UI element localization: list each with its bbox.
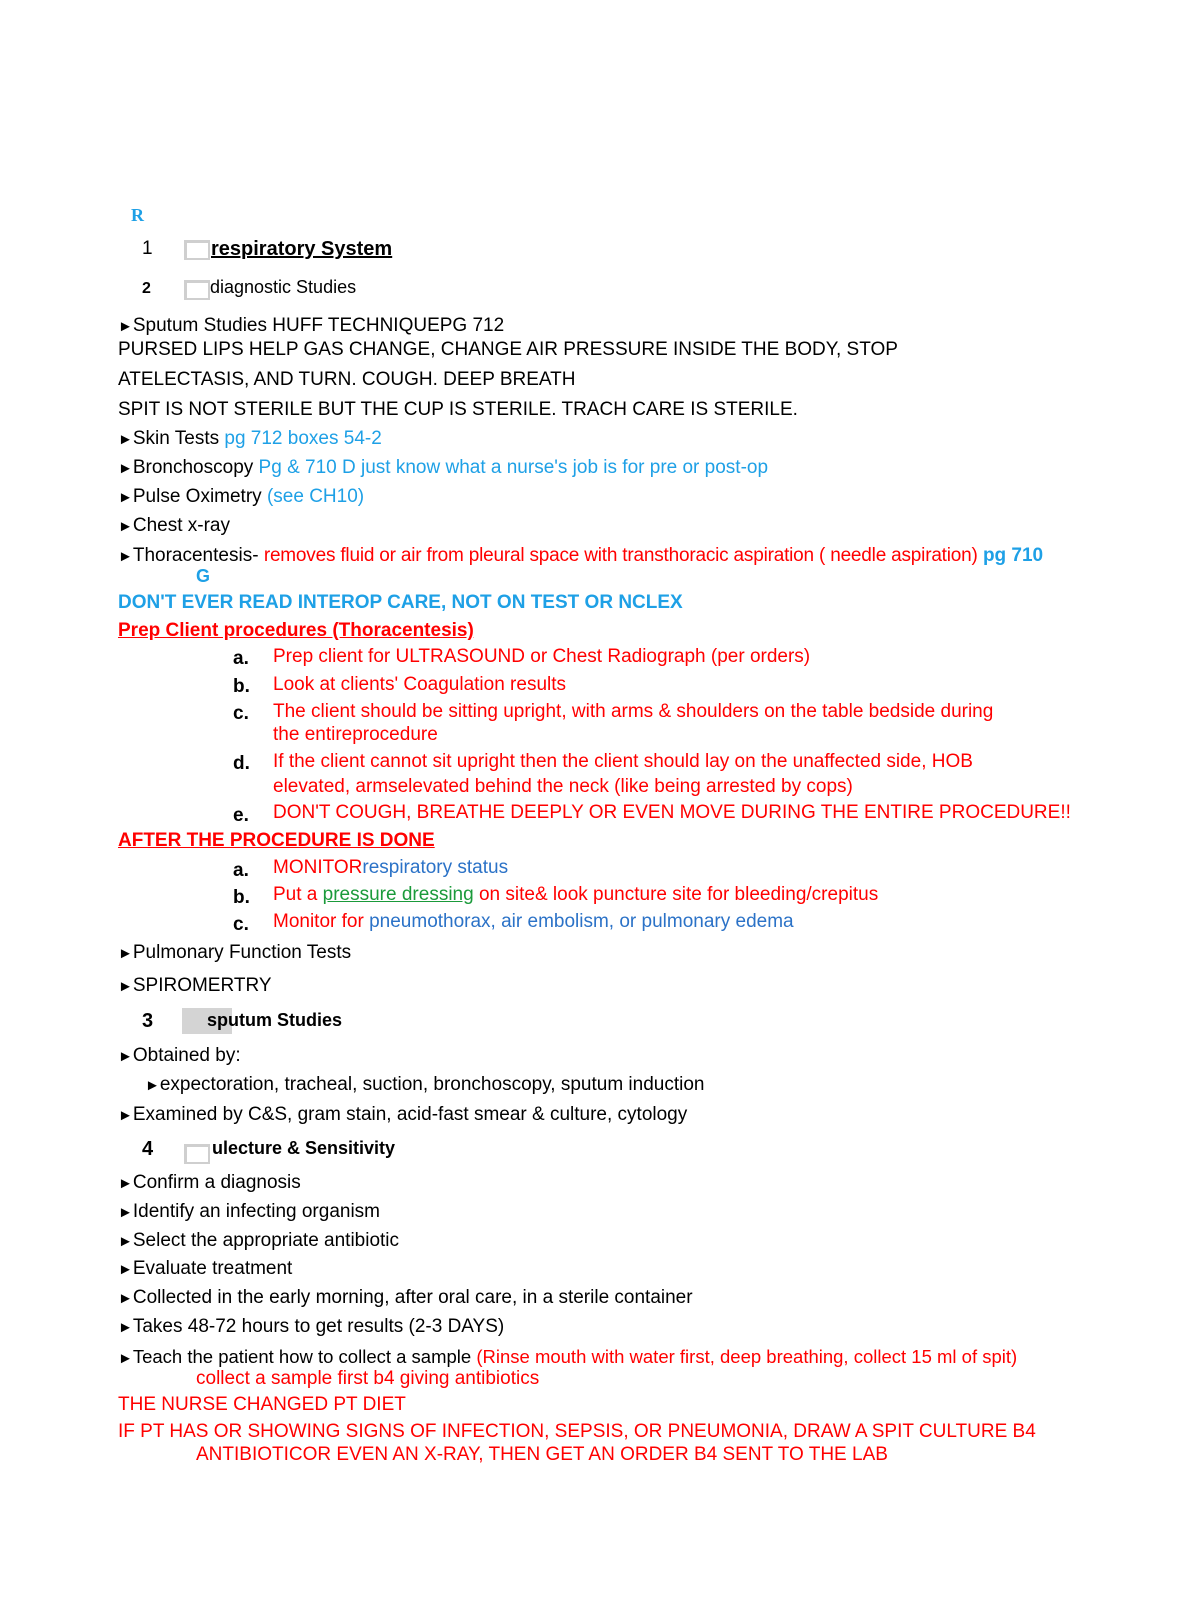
after-item-b-letter: b. — [233, 887, 250, 908]
teach-patient-red: (Rinse mouth with water first, deep breathing, collect 15 ml of spit) — [476, 1346, 1018, 1367]
bullet-icon: ► — [118, 548, 133, 565]
prep-item-b-letter: b. — [233, 676, 250, 697]
examined-by: Examined by C&S, gram stain, acid-fast smear & culture, cytology — [132, 1104, 688, 1125]
prep-item-a: Prep client for ULTRASOUND or Chest Radiograph (per orders) — [273, 646, 811, 667]
outline-checkbox-2[interactable] — [184, 280, 210, 300]
infection-line-1: IF PT HAS OR SHOWING SIGNS OF INFECTION, SEPSIS, OR PNEUMONIA, DRAW A SPIT CULTURE B4 — [118, 1421, 1036, 1442]
prep-item-a-letter: a. — [233, 648, 249, 669]
bullet-icon: ► — [118, 1175, 133, 1192]
after-item-b-red1: Put a — [273, 884, 318, 905]
pursed-lips-line: PURSED LIPS HELP GAS CHANGE, CHANGE AIR PRESSURE INSIDE THE BODY, STOP — [118, 339, 898, 360]
skin-tests-ref: pg 712 boxes 54-2 — [224, 428, 382, 449]
infection-line-2: ANTIBIOTICOR EVEN AN X-RAY, THEN GET AN ORDER B4 SENT TO THE LAB — [196, 1444, 888, 1465]
pulse-oximetry-label: Pulse Oximetry — [132, 486, 262, 507]
bullet-icon: ► — [118, 1350, 133, 1367]
after-item-c-red: Monitor for — [273, 911, 364, 932]
prep-item-c-cont: the entireprocedure — [273, 724, 438, 745]
outline-number-2: 2 — [142, 280, 151, 297]
pulse-oximetry-ref: (see CH10) — [266, 486, 365, 507]
after-item-b-red2: on site& look puncture site for bleeding/crepitus — [478, 884, 879, 905]
culture-item-6: Takes 48-72 hours to get results (2-3 DAYS) — [132, 1316, 505, 1337]
outline-title-4: ulecture & Sensitivity — [212, 1138, 396, 1158]
bullet-icon: ► — [118, 1319, 133, 1336]
g-marker: G — [196, 566, 211, 586]
prep-item-b: Look at clients' Coagulation results — [273, 674, 567, 695]
spit-sterile-line: SPIT IS NOT STERILE BUT THE CUP IS STERILE. TRACH CARE IS STERILE. — [118, 399, 798, 420]
chest-xray-label: Chest x-ray — [132, 515, 230, 536]
pressure-dressing-link[interactable]: pressure dressing — [322, 884, 474, 905]
prep-item-d-cont: elevated, armselevated behind the neck (like being arrested by cops) — [273, 776, 853, 797]
dont-read-interop-note: DON'T EVER READ INTEROP CARE, NOT ON TEST OR NCLEX — [118, 592, 683, 613]
thoracentesis-page: pg 710 — [982, 545, 1044, 566]
outline-title-2: diagnostic Studies — [210, 277, 357, 297]
spirometry: SPIROMERTRY — [132, 975, 272, 996]
prep-item-c: The client should be sitting upright, with arms & shoulders on the table bedside during — [273, 701, 994, 722]
prep-client-heading: Prep Client procedures (Thoracentesis) — [118, 620, 474, 641]
culture-item-3: Select the appropriate antibiotic — [132, 1230, 400, 1251]
r-marker: R — [131, 205, 144, 225]
bullet-icon: ► — [118, 518, 133, 535]
obtained-methods: expectoration, tracheal, suction, bronchoscopy, sputum induction — [159, 1074, 705, 1095]
bullet-icon: ► — [118, 1261, 133, 1278]
outline-title-1: respiratory System — [211, 238, 393, 260]
outline-number-3: 3 — [142, 1010, 154, 1032]
outline-number-1: 1 — [142, 238, 153, 259]
culture-item-5: Collected in the early morning, after oral care, in a sterile container — [132, 1287, 693, 1308]
bullet-icon: ► — [118, 1107, 133, 1124]
teach-patient: Teach the patient how to collect a sample — [132, 1346, 472, 1367]
outline-checkbox-1[interactable] — [184, 240, 210, 260]
bullet-icon: ► — [118, 460, 133, 477]
after-item-c-letter: c. — [233, 914, 249, 935]
prep-item-d: If the client cannot sit upright then the client should lay on the unaffected side, HOB — [273, 751, 973, 772]
outline-title-3: sputum Studies — [207, 1010, 343, 1030]
after-item-a-red: MONITOR — [273, 857, 363, 878]
bullet-icon: ► — [118, 318, 133, 335]
atelectasis-line: ATELECTASIS, AND TURN. COUGH. DEEP BREATH — [118, 369, 576, 390]
after-item-a-blue: respiratory status — [362, 857, 509, 878]
bullet-icon: ► — [118, 489, 133, 506]
bullet-icon: ► — [118, 431, 133, 448]
collect-before-antibiotics: collect a sample first b4 giving antibiotics — [196, 1368, 540, 1389]
pulmonary-function-tests: Pulmonary Function Tests — [132, 942, 352, 963]
prep-item-c-letter: c. — [233, 703, 249, 724]
nurse-changed-diet: THE NURSE CHANGED PT DIET — [118, 1394, 406, 1415]
sputum-huff-line: Sputum Studies HUFF TECHNIQUEPG 712 — [132, 315, 505, 336]
culture-item-4: Evaluate treatment — [132, 1258, 293, 1279]
outline-checkbox-4[interactable] — [184, 1144, 210, 1164]
bullet-icon: ► — [145, 1077, 160, 1094]
bullet-icon: ► — [118, 978, 133, 995]
prep-item-e-letter: e. — [233, 805, 249, 826]
thoracentesis-desc: removes fluid or air from pleural space with transthoracic aspiration ( needle aspiration) — [263, 545, 978, 566]
after-item-c-blue: pneumothorax, air embolism, or pulmonary edema — [369, 911, 794, 932]
bullet-icon: ► — [118, 1233, 133, 1250]
bronchoscopy-ref: Pg & 710 D just know what a nurse's job is for pre or post-op — [258, 457, 769, 478]
bullet-icon: ► — [118, 1290, 133, 1307]
bronchoscopy-label: Bronchoscopy — [132, 457, 254, 478]
thoracentesis-label: Thoracentesis- — [132, 545, 259, 566]
culture-item-2: Identify an infecting organism — [132, 1201, 380, 1222]
bullet-icon: ► — [118, 1204, 133, 1221]
bullet-icon: ► — [118, 1048, 133, 1065]
culture-item-1: Confirm a diagnosis — [132, 1172, 301, 1193]
after-procedure-heading: AFTER THE PROCEDURE IS DONE — [118, 830, 435, 851]
outline-number-4: 4 — [142, 1138, 154, 1160]
bullet-icon: ► — [118, 945, 133, 962]
after-item-a-letter: a. — [233, 860, 249, 881]
skin-tests-label: Skin Tests — [132, 428, 220, 449]
prep-item-d-letter: d. — [233, 753, 250, 774]
obtained-by: Obtained by: — [132, 1045, 241, 1066]
prep-item-e: DON'T COUGH, BREATHE DEEPLY OR EVEN MOVE DURING THE ENTIRE PROCEDURE!! — [273, 802, 1071, 823]
